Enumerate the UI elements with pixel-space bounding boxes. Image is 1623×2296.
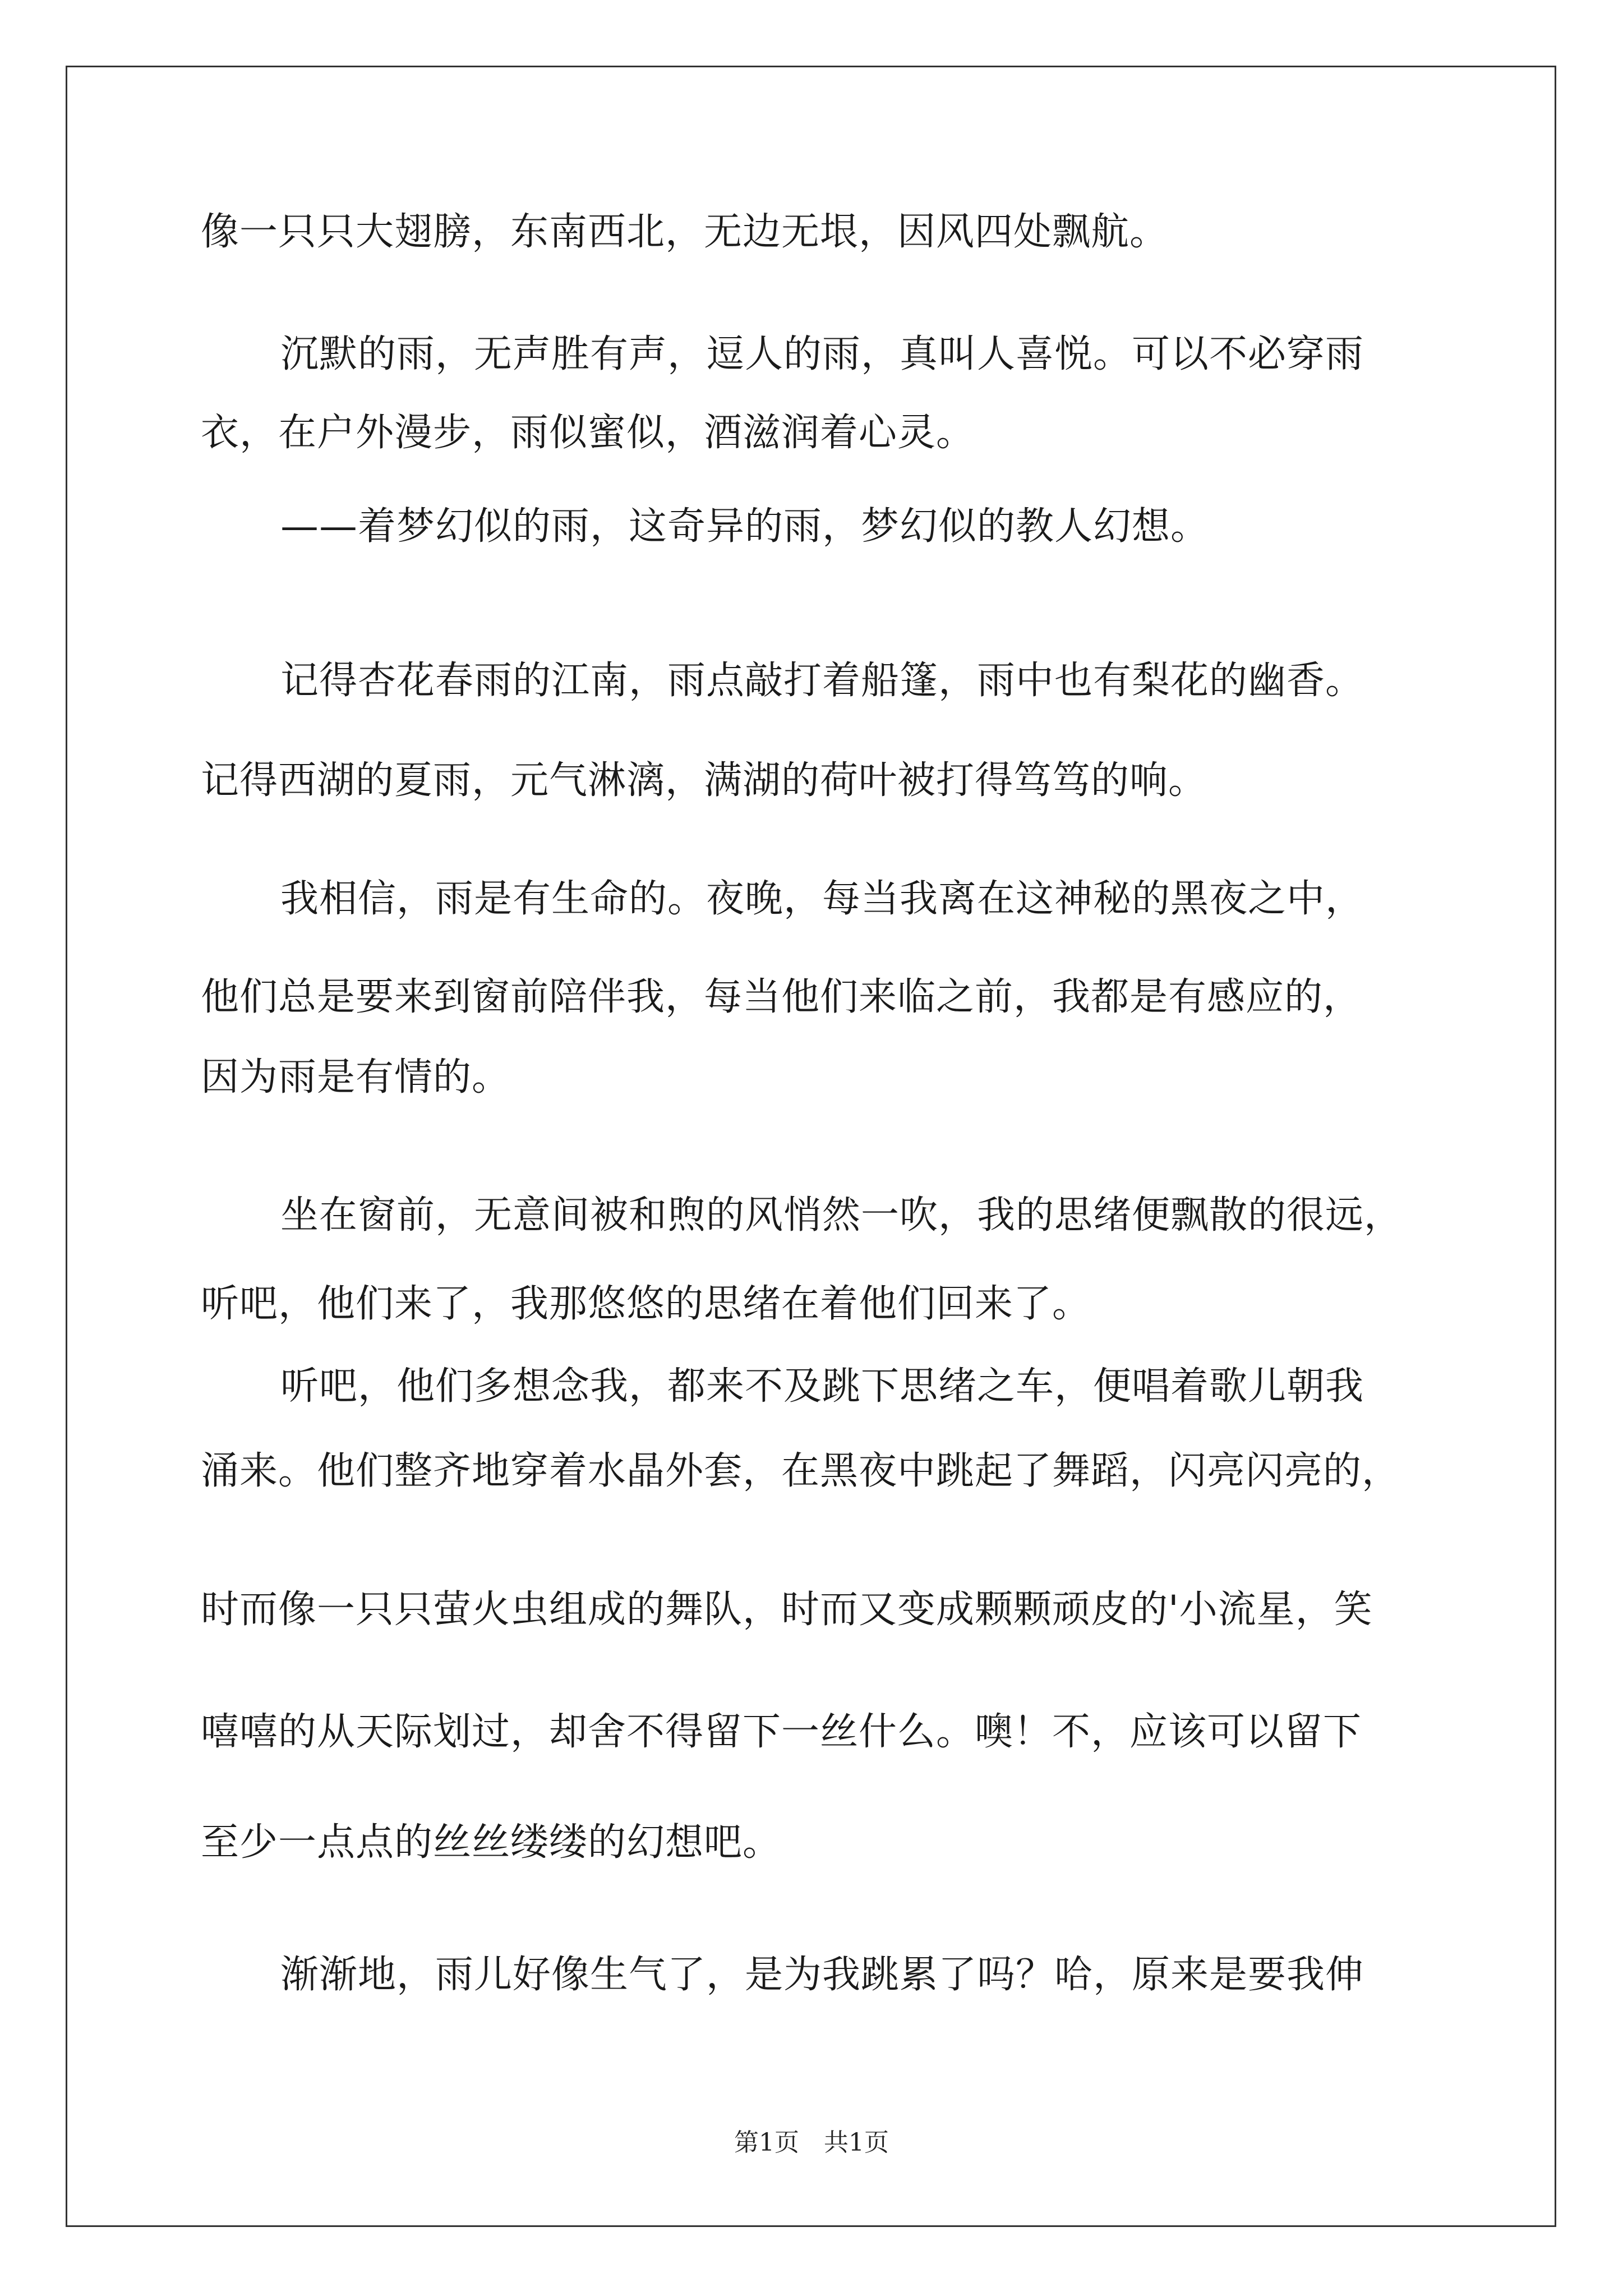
text-line: 时而像一只只萤火虫组成的舞队，时而又变成颗颗顽皮的'小流星，笑 xyxy=(201,1588,1373,1632)
text-line: 衣，在户外漫步，雨似蜜似，酒滋润着心灵。 xyxy=(201,411,975,455)
text-line: 记得杏花春雨的江南，雨点敲打着船篷，雨中也有梨花的幽香。 xyxy=(280,659,1364,703)
text-line: 听吧，他们来了，我那悠悠的思绪在着他们回来了。 xyxy=(201,1282,1091,1326)
text-line: 我相信，雨是有生命的。夜晚，每当我离在这神秘的黑夜之中， xyxy=(280,877,1364,921)
text-line: 至少一点点的丝丝缕缕的幻想吧。 xyxy=(201,1820,782,1865)
text-line: 因为雨是有情的。 xyxy=(201,1055,511,1099)
text-line: 记得西湖的夏雨，元气淋漓，满湖的荷叶被打得笃笃的响。 xyxy=(201,758,1207,803)
text-line: 坐在窗前，无意间被和煦的风悄然一吹，我的思绪便飘散的很远， xyxy=(280,1193,1403,1237)
text-line: 嘻嘻的从天际划过，却舍不得留下一丝什么。噢！不，应该可以留下 xyxy=(201,1710,1362,1754)
page-number-footer: 第1页 共1页 xyxy=(734,2128,889,2157)
page-border xyxy=(66,66,1556,2227)
text-line: ——着梦幻似的雨，这奇异的雨，梦幻似的教人幻想。 xyxy=(280,504,1210,549)
text-line: 渐渐地，雨儿好像生气了，是为我跳累了吗？哈，原来是要我伸 xyxy=(280,1953,1364,1997)
text-line: 像一只只大翅膀，东南西北，无边无垠，因风四处飘航。 xyxy=(201,210,1169,254)
text-line: 听吧，他们多想念我，都来不及跳下思绪之车，便唱着歌儿朝我 xyxy=(280,1364,1364,1409)
text-line: 涌来。他们整齐地穿着水晶外套，在黑夜中跳起了舞蹈，闪亮闪亮的， xyxy=(201,1449,1401,1493)
text-line: 他们总是要来到窗前陪伴我，每当他们来临之前，我都是有感应的， xyxy=(201,975,1362,1019)
text-line: 沉默的雨，无声胜有声，逗人的雨，真叫人喜悦。可以不必穿雨 xyxy=(280,332,1364,376)
